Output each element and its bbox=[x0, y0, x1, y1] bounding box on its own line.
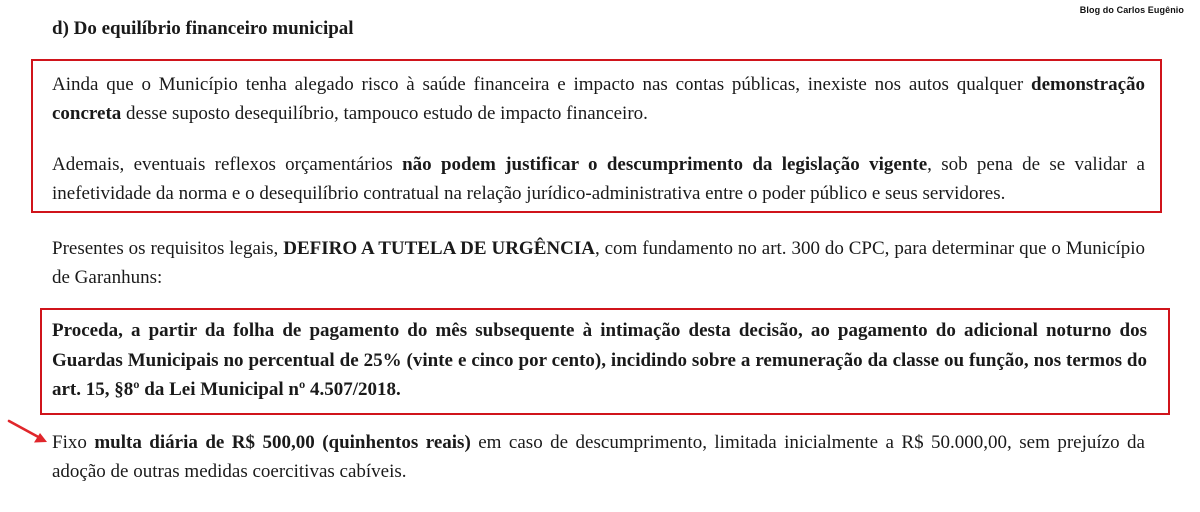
section-heading: d) Do equilíbrio financeiro municipal bbox=[52, 18, 354, 39]
bold-emphasis: multa diária de R$ 500,00 (quinhentos reais) bbox=[94, 432, 471, 453]
paragraph-text: em caso de descumprimento, limitada inicialmente a R$ 50.000,00, sem prejuízo da adoção de outras medidas coercitivas cabíveis. bbox=[52, 432, 1145, 482]
paragraph-ruling bbox=[52, 234, 1145, 292]
paragraph-text: Presentes os requisitos legais, bbox=[52, 238, 284, 259]
paragraph-text: desse suposto desequilíbrio, tampouco estudo de impacto financeiro. bbox=[121, 103, 648, 124]
paragraph-text: Ainda que o Município tenha alegado risco à saúde financeira e impacto nas contas públicas, inexiste nos autos qualquer bbox=[52, 74, 1032, 95]
bold-emphasis: demonstração concreta bbox=[52, 74, 1145, 124]
paragraph-budget-reflexes bbox=[52, 150, 1145, 208]
paragraph-text: Fixo bbox=[52, 432, 95, 453]
paragraph-financial-risk bbox=[52, 70, 1145, 128]
red-arrow-icon bbox=[6, 418, 50, 446]
paragraph-text: Ademais, eventuais reflexos orçamentários bbox=[52, 154, 403, 175]
paragraph-order: Proceda, a partir da folha de pagamento do mês subsequente à intimação desta decisão, ao pagamento do adicional noturno dos Guardas Municipais no percentual de 25% (vinte e cinco por cento), incidindo sobre a remuneração da classe ou função, nos termos do art. 15, §8º da Lei Municipal nº 4.507/2018. bbox=[52, 320, 1147, 400]
paragraph-text: , com fundamento no art. 300 do CPC, para determinar que o Município de Garanhuns: bbox=[52, 238, 1146, 288]
watermark: Blog do Carlos Eugênio bbox=[1079, 5, 1184, 15]
paragraph-text: , sob pena de se validar a inefetividade da norma e o desequilíbrio contratual na relação jurídico-administrativa entre o poder público e seus servidores. bbox=[52, 154, 1145, 204]
bold-emphasis: não podem justificar o descumprimento da legislação vigente bbox=[402, 154, 928, 175]
bold-emphasis: DEFIRO A TUTELA DE URGÊNCIA bbox=[283, 238, 595, 259]
paragraph-fine bbox=[52, 428, 1145, 486]
